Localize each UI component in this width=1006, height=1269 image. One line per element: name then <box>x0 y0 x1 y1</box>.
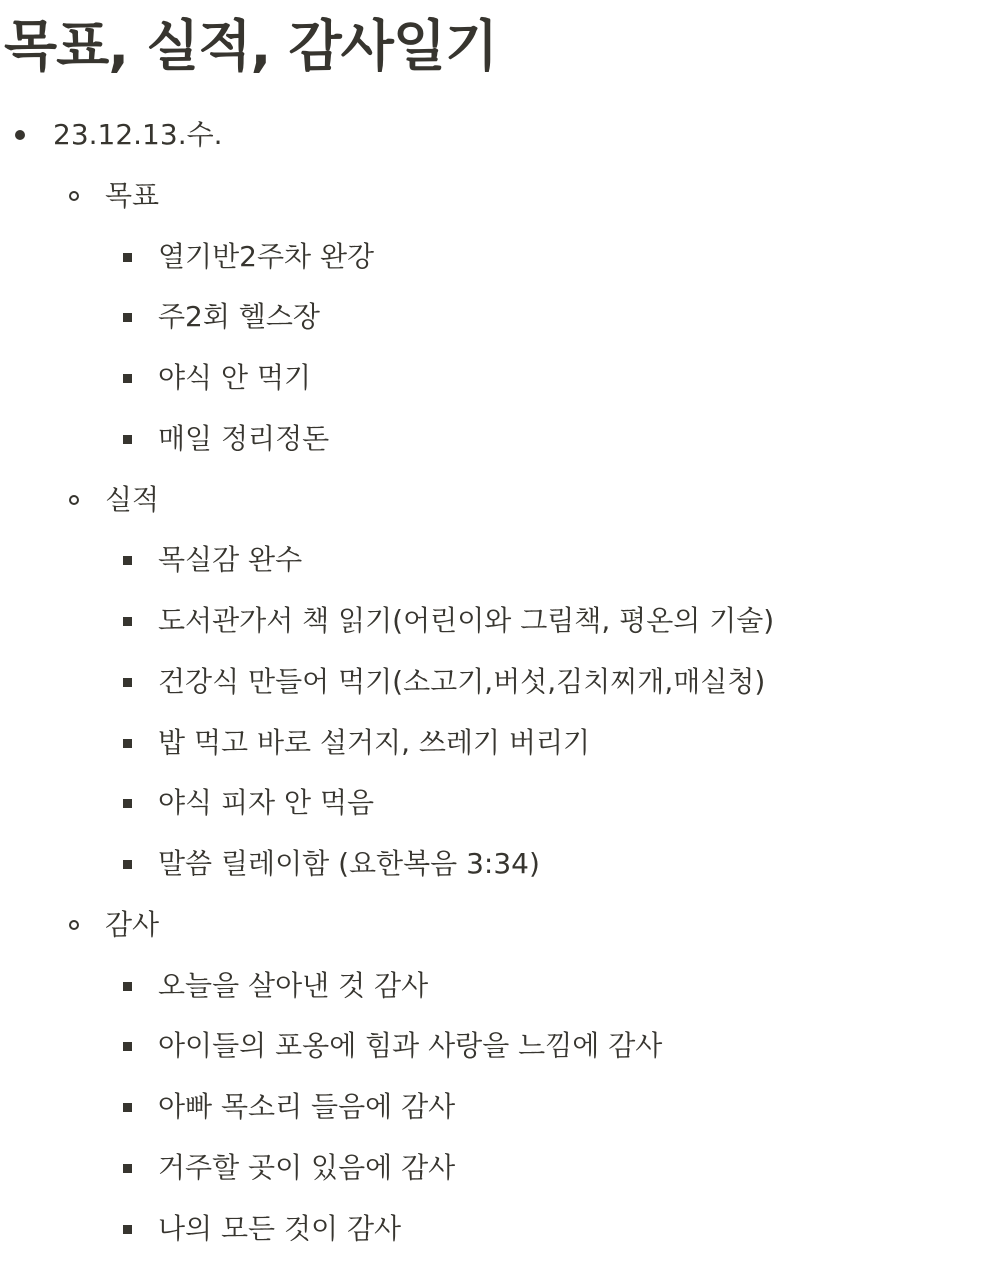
list-item[interactable] <box>0 419 329 459</box>
bullet-square-icon <box>123 556 132 565</box>
bullet-square-icon <box>123 435 132 444</box>
list-item-text: 나의 모든 것이 감사 <box>158 1212 402 1245</box>
list-item-text: 야식 피자 안 먹음 <box>158 786 375 819</box>
bullet-circle-icon <box>69 191 79 201</box>
list-item[interactable] <box>0 540 302 580</box>
bullet-square-icon <box>123 253 132 262</box>
list-item-text: 밥 먹고 바로 설거지, 쓰레기 버리기 <box>158 726 591 759</box>
list-item[interactable] <box>0 358 311 398</box>
date-text: 23.12.13.수. <box>53 118 223 151</box>
bullet-square-icon <box>123 799 132 808</box>
bullet-square-icon <box>123 1042 132 1051</box>
list-item[interactable] <box>0 297 320 337</box>
section-heading[interactable] <box>0 905 159 945</box>
list-item-text: 주2회 헬스장 <box>158 300 320 333</box>
list-item-text: 거주할 곳이 있음에 감사 <box>158 1151 456 1184</box>
bullet-square-icon <box>123 617 132 626</box>
list-item[interactable] <box>0 723 590 763</box>
list-item[interactable] <box>0 1087 455 1127</box>
bullet-square-icon <box>123 313 132 322</box>
list-item[interactable] <box>0 1026 662 1066</box>
bullet-square-icon <box>123 374 132 383</box>
list-item-text: 열기반2주차 완강 <box>158 240 375 273</box>
list-item-text: 도서관가서 책 읽기(어린이와 그림책, 평온의 기술) <box>158 604 775 637</box>
list-item[interactable] <box>0 966 428 1006</box>
list-item-text: 매일 정리정돈 <box>158 422 330 455</box>
bullet-square-icon <box>123 1225 132 1234</box>
section-heading[interactable] <box>0 176 159 216</box>
bullet-square-icon <box>123 860 132 869</box>
list-item-text: 야식 안 먹기 <box>158 361 312 394</box>
section-heading-text: 실적 <box>105 483 160 516</box>
bullet-square-icon <box>123 982 132 991</box>
bullet-square-icon <box>123 1103 132 1112</box>
bullet-square-icon <box>123 1164 132 1173</box>
page-title: 목표, 실적, 감사일기 <box>4 14 498 78</box>
list-item[interactable] <box>0 844 540 884</box>
list-item[interactable] <box>0 1148 455 1188</box>
list-item-text: 아이들의 포옹에 힘과 사랑을 느낌에 감사 <box>158 1029 663 1062</box>
bullet-square-icon <box>123 739 132 748</box>
bullet-square-icon <box>123 678 132 687</box>
list-item-text: 오늘을 살아낸 것 감사 <box>158 969 429 1002</box>
list-item-text: 아빠 목소리 들음에 감사 <box>158 1090 456 1123</box>
bullet-disc-icon <box>15 130 25 140</box>
section-heading[interactable] <box>0 480 159 520</box>
list-item[interactable] <box>0 1209 401 1249</box>
list-item-text: 말씀 릴레이함 (요한복음 3:34) <box>158 847 540 880</box>
list-item[interactable] <box>0 237 374 277</box>
bullet-circle-icon <box>69 920 79 930</box>
list-item[interactable] <box>0 783 374 823</box>
list-item[interactable] <box>0 601 774 641</box>
list-item-text: 건강식 만들어 먹기(소고기,버섯,김치찌개,매실청) <box>158 665 766 698</box>
section-heading-text: 목표 <box>105 179 160 212</box>
list-item-text: 목실감 완수 <box>158 543 303 576</box>
date-item[interactable] <box>0 115 223 155</box>
list-item[interactable] <box>0 662 765 702</box>
bullet-circle-icon <box>69 495 79 505</box>
section-heading-text: 감사 <box>105 908 160 941</box>
